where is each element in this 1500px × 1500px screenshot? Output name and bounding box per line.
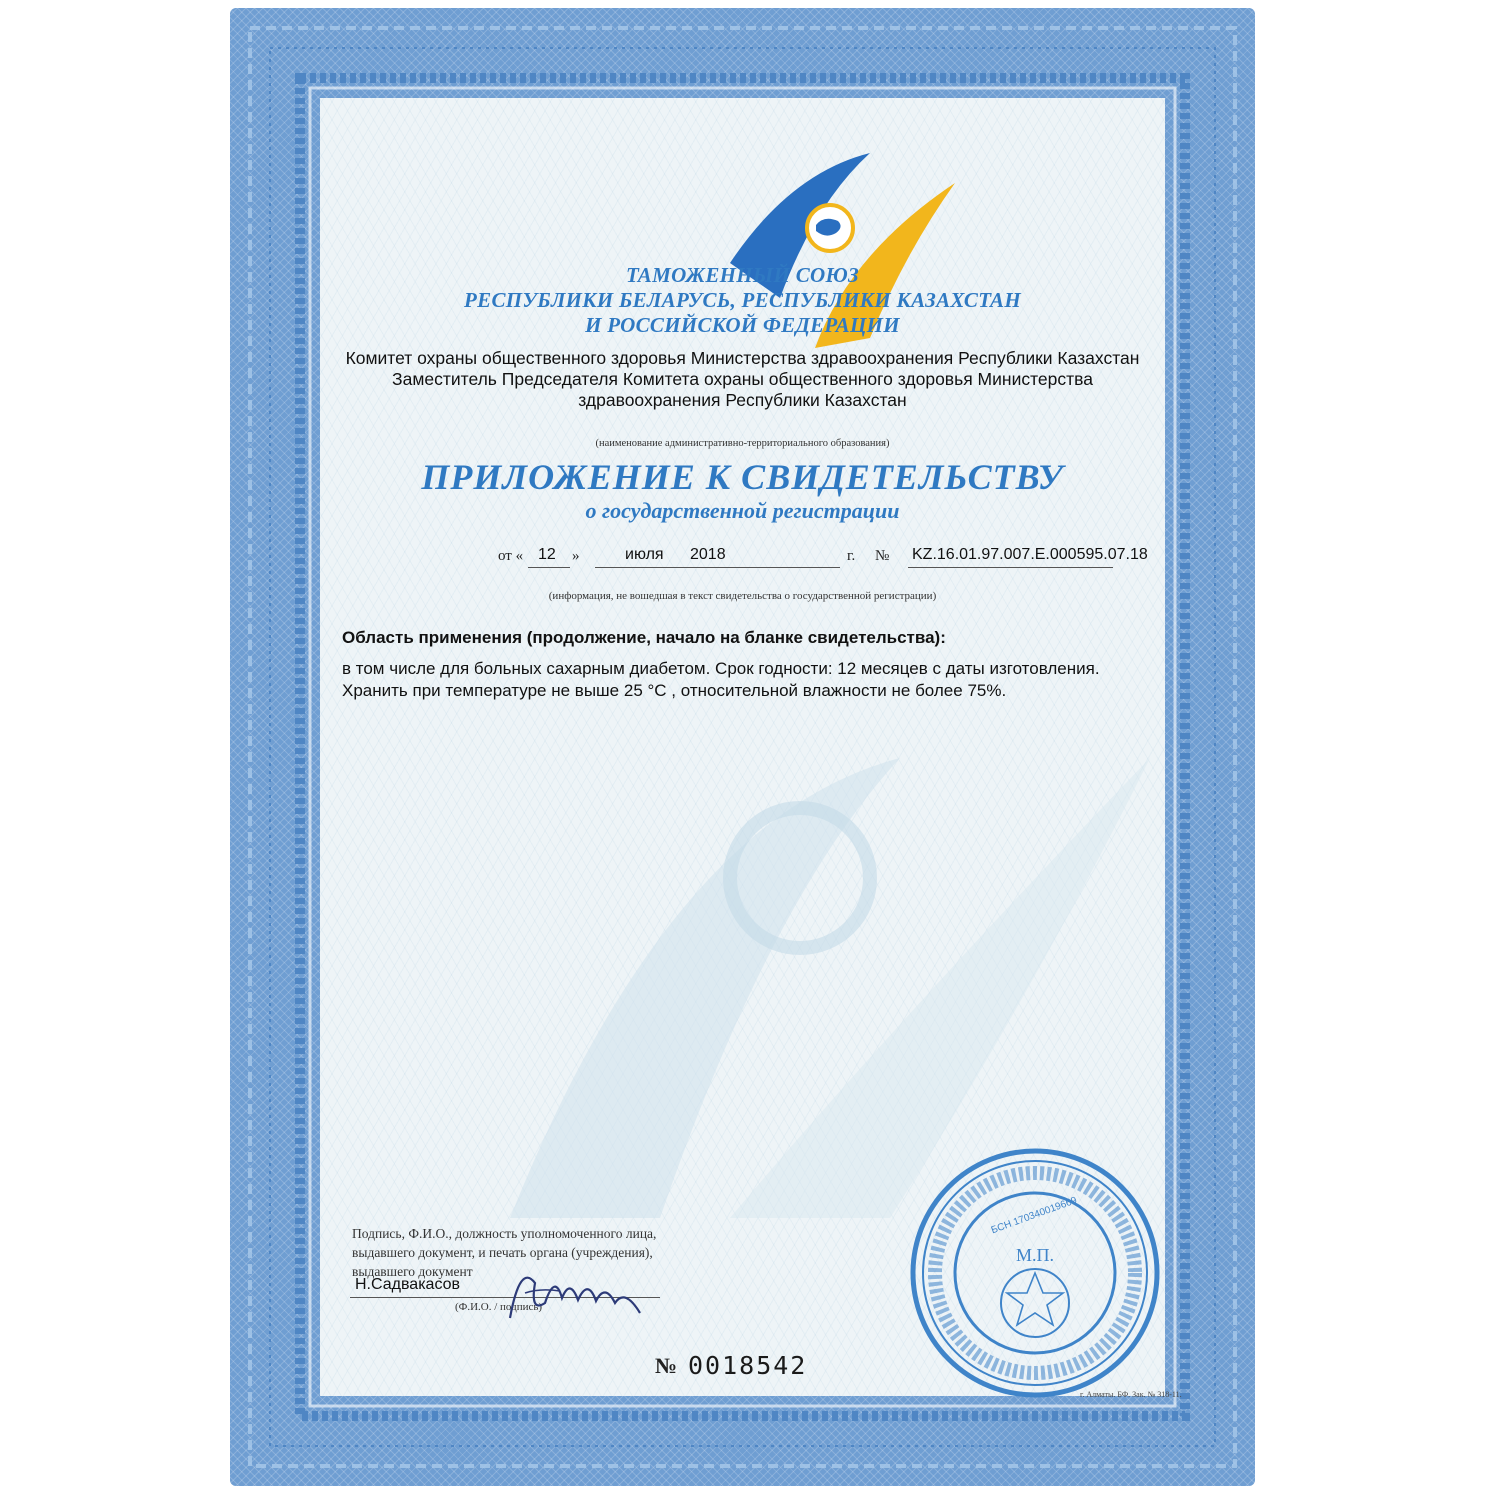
certificate-body bbox=[320, 98, 1182, 1399]
printer-note: г. Алматы. БФ. Зак. № 318-11. bbox=[1080, 1390, 1182, 1399]
issuer-caption: (наименование административно-территориального образования) bbox=[595, 438, 890, 449]
seal-bin-text: БСН 170340019669 bbox=[989, 1195, 1079, 1237]
date-number-line bbox=[320, 544, 1165, 574]
date-caption: (информация, не вошедшая в текст свидетельства о государственной регистрации) bbox=[548, 590, 937, 602]
date-month-year-underline bbox=[595, 566, 840, 568]
union-title-line2: РЕСПУБЛИКИ БЕЛАРУСЬ, РЕСПУБЛИКИ КАЗАХСТАН bbox=[464, 288, 1021, 312]
signature-caption2: выдавшего документ, и печать органа (учреждения), bbox=[352, 1245, 653, 1260]
issuer-line3: здравоохранения Республики Казахстан bbox=[578, 390, 907, 410]
date-day-underline bbox=[528, 566, 570, 568]
serial-label: № bbox=[655, 1353, 678, 1378]
certificate-sheet bbox=[230, 8, 1255, 1486]
issuer-line1: Комитет охраны общественного здоровья Министерства здравоохранения Республики Казахстан bbox=[345, 348, 1140, 368]
date-year: 2018 bbox=[690, 546, 726, 563]
date-close-quote: » bbox=[572, 548, 580, 564]
seal-mp-label: М.П. bbox=[1015, 1245, 1055, 1265]
date-from-label: от « bbox=[498, 548, 524, 564]
date-day: 12 bbox=[538, 546, 556, 563]
signature-caption1: Подпись, Ф.И.О., должность уполномоченного лица, bbox=[352, 1226, 657, 1241]
signature-caption3: выдавшего документ bbox=[352, 1264, 473, 1279]
handwritten-signature bbox=[500, 1253, 650, 1333]
union-title-line3: И РОССИЙСКОЙ ФЕДЕРАЦИИ bbox=[585, 313, 900, 337]
date-month: июля bbox=[625, 546, 664, 563]
serial-number: 0018542 bbox=[688, 1351, 808, 1380]
document-title: ПРИЛОЖЕНИЕ К СВИДЕТЕЛЬСТВУ bbox=[421, 457, 1064, 497]
reg-number-label: № bbox=[875, 548, 890, 564]
date-year-suffix: г. bbox=[847, 548, 856, 564]
signer-name: Н.Садвакасов bbox=[355, 1276, 461, 1293]
union-title-line1: ТАМОЖЕННЫЙ СОЮЗ bbox=[626, 263, 859, 287]
signer-caption: (Ф.И.О. / подпись) bbox=[455, 1301, 543, 1313]
issuer-line2: Заместитель Председателя Комитета охраны общественного здоровья Министерства bbox=[392, 369, 1093, 389]
scope-heading: Область применения (продолжение, начало на бланке свидетельства): bbox=[342, 628, 946, 647]
document-subtitle: о государственной регистрации bbox=[585, 498, 900, 523]
official-seal bbox=[905, 1143, 1165, 1403]
scope-line2: Хранить при температуре не выше 25 °С , относительной влажности не более 75%. bbox=[342, 681, 1007, 700]
reg-number-underline bbox=[908, 566, 1113, 568]
reg-number: KZ.16.01.97.007.Е.000595.07.18 bbox=[912, 546, 1148, 563]
scope-line1: в том числе для больных сахарным диабетом. Срок годности: 12 месяцев с даты изготовления. bbox=[342, 659, 1100, 678]
